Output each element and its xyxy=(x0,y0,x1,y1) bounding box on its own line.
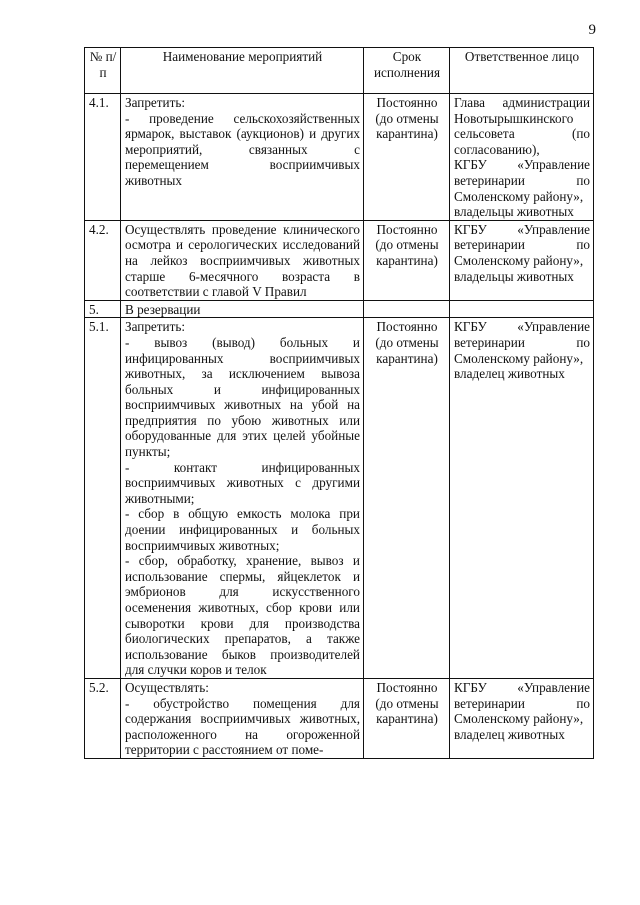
header-term: Срок исполнения xyxy=(364,48,450,94)
header-activity: Наименование мероприятий xyxy=(121,48,364,94)
row-number: 5. xyxy=(85,300,121,318)
responsible-entry: владелец животных xyxy=(454,726,565,742)
table-header-row xyxy=(85,48,594,94)
row-activity xyxy=(121,678,364,758)
row-responsible xyxy=(450,300,594,318)
row-activity xyxy=(121,94,364,221)
activity-paragraph: - вывоз (вывод) больных и инфицированных восприимчивых животных, за исключением вывоза больных и инфицированных восприимчивых животных на убой на предприятия по убою животных или оборудованные для этих целей убойные пункты; xyxy=(125,334,360,460)
measures-table xyxy=(84,47,594,759)
activity-paragraph: Запретить: xyxy=(125,319,186,335)
row-number: 5.2. xyxy=(85,678,121,758)
row-term: Постоянно (до отмены карантина) xyxy=(364,220,450,300)
row-number: 5.1. xyxy=(85,318,121,679)
row-term: Постоянно (до отмены карантина) xyxy=(364,318,450,679)
activity-paragraph: Осуществлять проведение клинического осмотра и серологических исследований на лейкоз восприимчивых животных старше 6-месячного возраста в соответствии с главой V Правил xyxy=(125,221,360,300)
row-responsible xyxy=(450,94,594,221)
row-term: Постоянно (до отмены карантина) xyxy=(364,94,450,221)
responsible-entry: КГБУ «Управление ветеринарии по Смоленскому району», xyxy=(454,221,590,268)
header-num: № п/п xyxy=(85,48,121,94)
table-row xyxy=(85,678,594,758)
activity-paragraph: - сбор, обработку, хранение, вывоз и использование спермы, яйцеклеток и эмбрионов для искусственного осеменения животных, сбор крови или сыворотки крови для производства биологических препаратов, а также использование быков производителей для случки коров и телок xyxy=(125,553,360,678)
row-number: 4.1. xyxy=(85,94,121,221)
header-responsible: Ответственное лицо xyxy=(450,48,594,94)
activity-paragraph: - обустройство помещения для содержания восприимчивых животных, расположенного на огороженной территории с расстоянием от поме- xyxy=(125,695,360,758)
responsible-entry: КГБУ «Управление ветеринарии по Смоленскому району», xyxy=(454,319,590,366)
row-activity xyxy=(121,318,364,679)
row-term xyxy=(364,300,450,318)
responsible-entry: КГБУ «Управление ветеринарии по Смоленскому району», xyxy=(454,157,590,204)
table-row xyxy=(85,300,594,318)
page-number: 9 xyxy=(588,22,596,38)
table-row xyxy=(85,318,594,679)
responsible-entry: владельцы животных xyxy=(454,204,574,220)
row-activity xyxy=(121,300,364,318)
responsible-entry: КГБУ «Управление ветеринарии по Смоленскому району», xyxy=(454,679,590,727)
responsible-entry: владельцы животных xyxy=(454,268,574,284)
activity-paragraph: Запретить: xyxy=(125,95,186,110)
row-term: Постоянно (до отмены карантина) xyxy=(364,678,450,758)
row-number: 4.2. xyxy=(85,220,121,300)
responsible-entry: Глава администрации Новотырышкинского сельсовета (по согласованию), xyxy=(454,95,590,157)
row-activity xyxy=(121,220,364,300)
activity-paragraph: В резервации xyxy=(125,301,201,317)
row-responsible xyxy=(450,318,594,679)
table-row xyxy=(85,220,594,300)
activity-paragraph: - проведение сельскохозяйственных ярмарок, выставок (аукционов) и других мероприятий, связанных с перемещением восприимчивых животных xyxy=(125,110,360,188)
activity-paragraph: Осуществлять: xyxy=(125,679,209,695)
responsible-entry: владелец животных xyxy=(454,366,565,382)
table-row xyxy=(85,94,594,221)
row-responsible xyxy=(450,220,594,300)
activity-paragraph: - сбор в общую емкость молока при доении инфицированных и больных восприимчивых животных; xyxy=(125,506,360,553)
row-responsible xyxy=(450,678,594,758)
activity-paragraph: - контакт инфицированных восприимчивых животных с другими животными; xyxy=(125,459,360,506)
